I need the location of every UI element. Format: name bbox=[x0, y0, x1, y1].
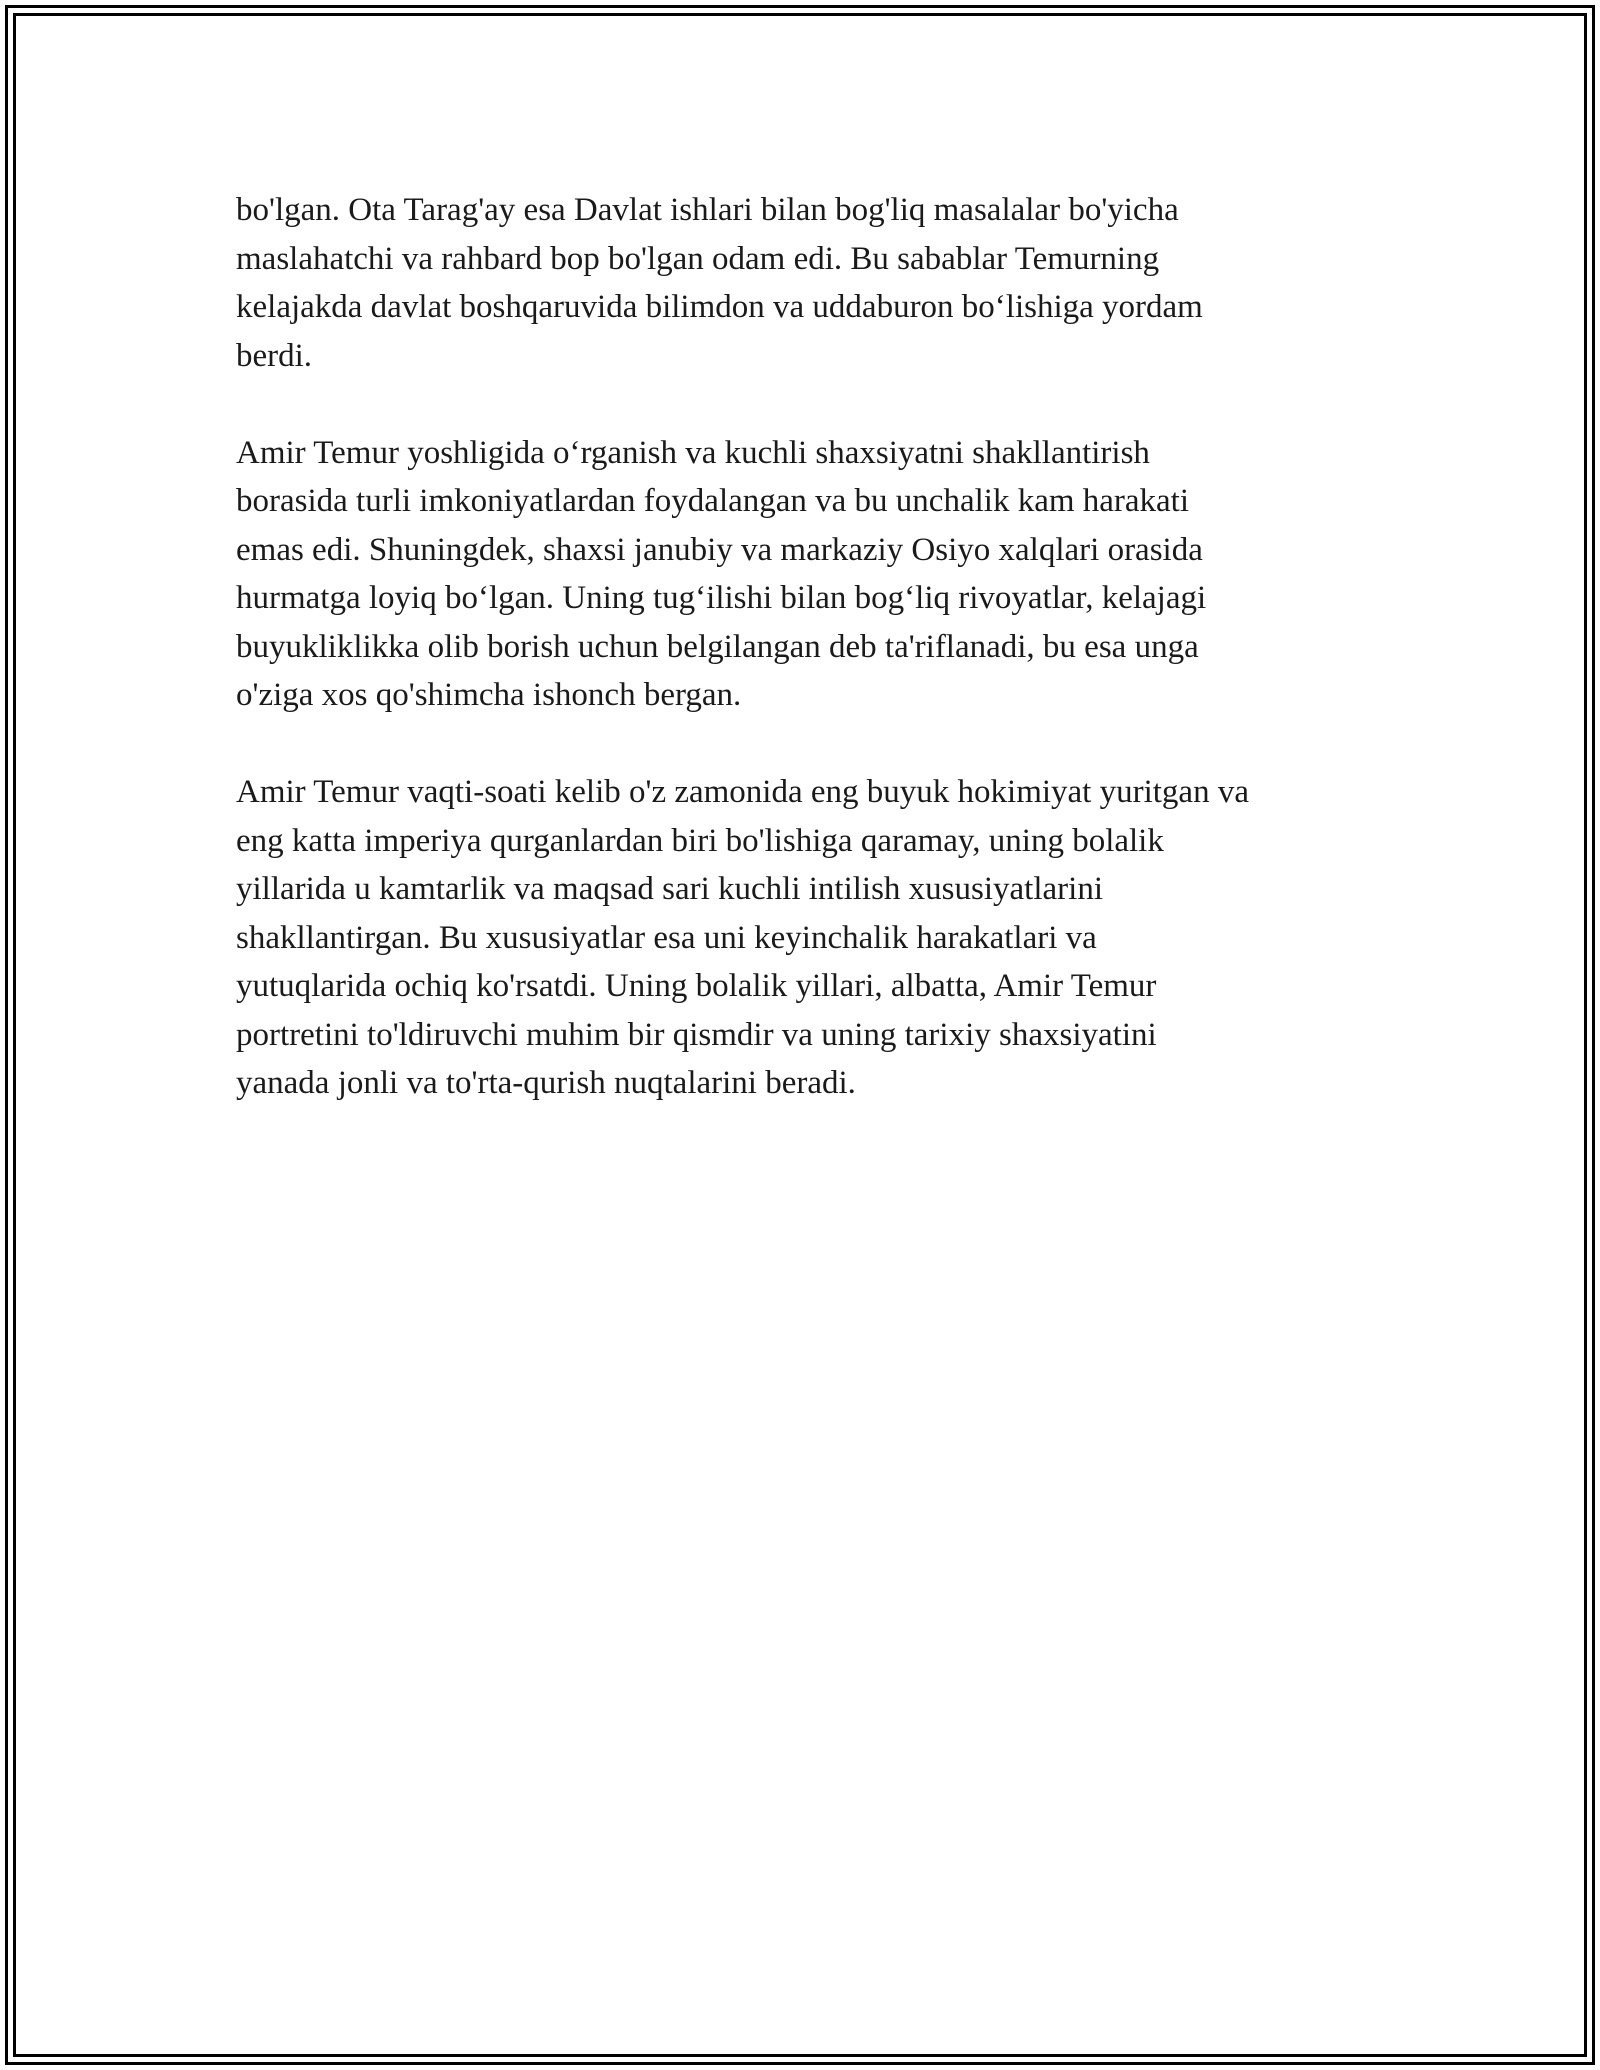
text-line: borasida turli imkoniyatlardan foydalangan va bu unchalik kam harakati bbox=[236, 483, 1190, 519]
text-line: shakllantirgan. Bu xususiyatlar esa uni keyinchalik harakatlari va bbox=[236, 919, 1097, 956]
text-line: yutuqlarida ochiq ko'rsatdi. Uning bolalik yillari, albatta, Amir Temur bbox=[236, 968, 1157, 1004]
text-line: bo'lgan. Ota Tarag'ay esa Davlat ishlari bilan bog'liq masalalar bo'yicha bbox=[236, 192, 1179, 228]
text-line: Amir Temur vaqti-soati kelib o'z zamonida eng buyuk hokimiyat yuritgan va bbox=[236, 774, 1249, 810]
paragraph-2 bbox=[236, 429, 1386, 720]
text-line: kelajakda davlat boshqaruvida bilimdon va uddaburon bo‘lishiga yordam bbox=[236, 289, 1203, 325]
paragraph-3 bbox=[236, 768, 1386, 1108]
text-line: eng katta imperiya qurganlardan biri bo'lishiga qaramay, uning bolalik bbox=[236, 822, 1164, 859]
document-body bbox=[236, 186, 1386, 1156]
paragraph-1 bbox=[236, 186, 1386, 380]
text-line: berdi. bbox=[236, 337, 313, 374]
text-line: buyukliklikka olib borish uchun belgilangan deb ta'riflanadi, bu esa unga bbox=[236, 628, 1199, 665]
text-line: o'ziga xos qo'shimcha ishonch bergan. bbox=[236, 677, 742, 713]
text-line: Amir Temur yoshligida o‘rganish va kuchli shaxsiyatni shakllantirish bbox=[236, 434, 1150, 471]
text-line: maslahatchi va rahbard bop bo'lgan odam edi. Bu sabablar Temurning bbox=[236, 240, 1160, 277]
text-line: portretini to'ldiruvchi muhim bir qismdir va uning tarixiy shaxsiyatini bbox=[236, 1016, 1157, 1053]
text-line: emas edi. Shuningdek, shaxsi janubiy va markaziy Osiyo xalqlari orasida bbox=[236, 531, 1203, 568]
text-line: yillarida u kamtarlik va maqsad sari kuchli intilish xususiyatlarini bbox=[236, 871, 1103, 907]
text-line: yanada jonli va to'rta-qurish nuqtalarini beradi. bbox=[236, 1065, 856, 1101]
text-line: hurmatga loyiq bo‘lgan. Uning tug‘ilishi bilan bog‘liq rivoyatlar, kelajagi bbox=[236, 580, 1207, 616]
